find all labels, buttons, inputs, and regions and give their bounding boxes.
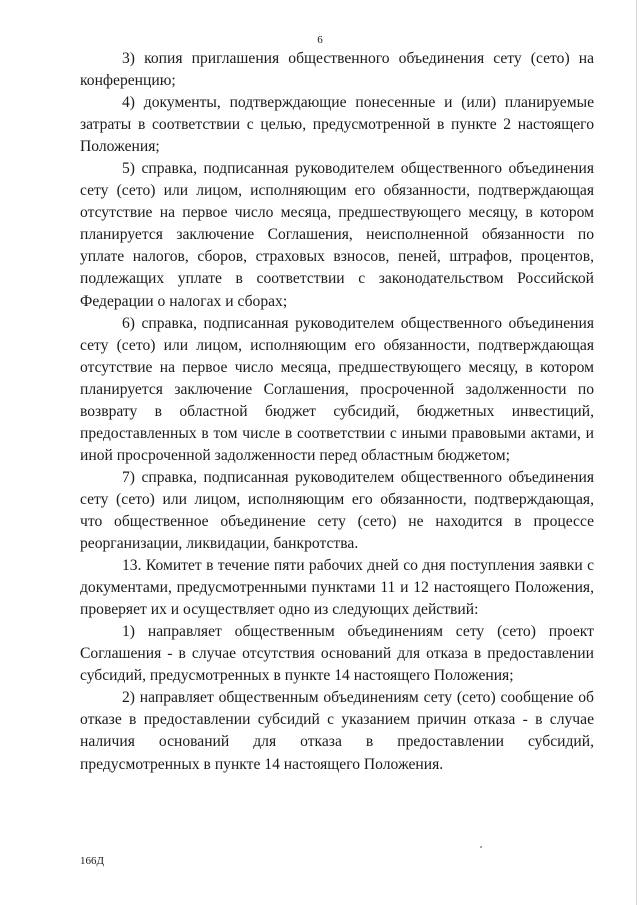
scan-speck [480, 846, 482, 848]
paragraph-action-2: 2) направляет общественным объединениям сету (сето) сообщение об отказе в предоставлении субсидий с указанием причин отказа - в случае наличия оснований для отказа в предоставлении субсидий, предусмотренных в пункте 14 настоящего Положения. [80, 689, 594, 773]
paragraph-item-4: 4) документы, подтверждающие понесенные и (или) планируемые затраты в соответствии с целью, предусмотренной в пункте 2 настоящего Положения; [80, 94, 594, 156]
scan-edge-line [636, 0, 637, 905]
page-number: 6 [317, 34, 323, 46]
paragraph-item-6: 6) справка, подписанная руководителем общественного объединения сету (сето) или лицом, исполняющим его обязанности, подтверждающая отсутствие на первое число месяца, предшествующего месяцу, в котором планируется заключение Соглашения, просроченной задолженности по возврату в областной бюджет субсидий, бюджетных инвестиций, предоставленных в том числе в соответствии с иными правовыми актами, и иной просроченной задолженности перед областным бюджетом; [80, 314, 594, 464]
paragraph-action-1: 1) направляет общественным объединениям сету (сето) проект Соглашения - в случае отсутствия оснований для отказа в предоставлении субсидий, предусмотренных в пункте 14 настоящего Положения; [80, 623, 594, 685]
paragraph-item-3: 3) копия приглашения общественного объединения сету (сето) на конференцию; [80, 50, 594, 90]
paragraph-item-7: 7) справка, подписанная руководителем общественного объединения сету (сето) или лицом, исполняющим его обязанности, подтверждающая, что общественное объединение сету (сето) не находится в процессе реорганизации, ликвидации, банкротства. [80, 468, 594, 553]
paragraph-item-5: 5) справка, подписанная руководителем общественного объединения сету (сето) или лицом, исполняющим его обязанности, подтверждающая отсутствие на первое число месяца, предшествующего месяцу, в котором планируется заключение Соглашения, неисполненной обязанности по уплате налогов, сборов, страховых взносов, пеней, штрафов, процентов, подлежащих уплате в соответствии с законодательством Российской Федерации о налогах и сборах; [80, 160, 594, 310]
paragraph-clause-13: 13. Комитет в течение пяти рабочих дней со дня поступления заявки с документами, предусмотренными пунктами 11 и 12 настоящего Положения, проверяет их и осуществляет одно из следующих действий: [80, 557, 594, 619]
footer-document-code: 166Д [80, 855, 105, 867]
document-body [80, 48, 594, 776]
